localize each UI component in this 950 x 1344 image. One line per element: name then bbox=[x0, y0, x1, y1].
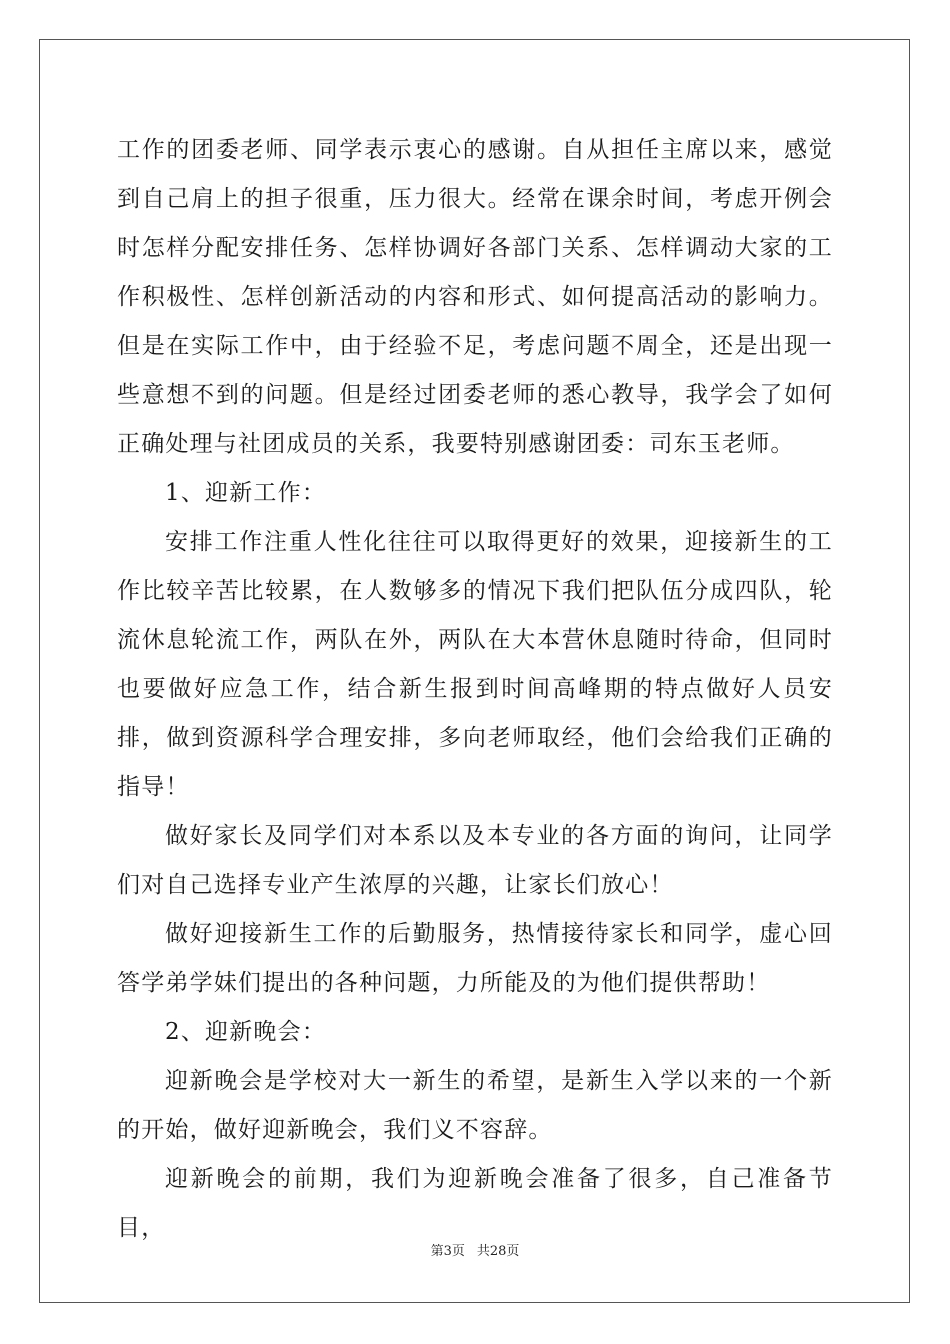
paragraph-3: 安排工作注重人性化往往可以取得更好的效果，迎接新生的工作比较辛苦比较累，在人数够多的情况下我们把队伍分成四队，轮流休息轮流工作，两队在外，两队在大本营休息随时待命，但同时也要做好应急工作，结合新生报到时间高峰期的特点做好人员安排，做到资源科学合理安排，多向老师取经，他们会给我们正确的指导！ bbox=[117, 529, 833, 800]
paragraph-8: 迎新晚会的前期，我们为迎新晚会准备了很多，自己准备节目， bbox=[117, 1166, 833, 1241]
page-footer bbox=[0, 1240, 950, 1259]
section-heading-welcome-work: 1、迎新工作： bbox=[165, 480, 327, 506]
paragraph-5: 做好迎接新生工作的后勤服务，热情接待家长和同学，虚心回答学弟学妹们提出的各种问题，力所能及的为他们提供帮助！ bbox=[117, 921, 833, 996]
section-heading-welcome-party: 2、迎新晚会： bbox=[165, 1019, 327, 1045]
document-body bbox=[117, 126, 833, 1253]
page-total: 共28页 bbox=[476, 1244, 520, 1259]
paragraph-4: 做好家长及同学们对本系以及本专业的各方面的询问，让同学们对自己选择专业产生浓厚的兴趣，让家长们放心！ bbox=[117, 823, 833, 898]
paragraph-7: 迎新晚会是学校对大一新生的希望，是新生入学以来的一个新的开始，做好迎新晚会，我们义不容辞。 bbox=[117, 1068, 833, 1143]
paragraph-1: 工作的团委老师、同学表示衷心的感谢。自从担任主席以来，感觉到自己肩上的担子很重，压力很大。经常在课余时间，考虑开例会时怎样分配安排任务、怎样协调好各部门关系、怎样调动大家的工作积极性、怎样创新活动的内容和形式、如何提高活动的影响力。但是在实际工作中，由于经验不足，考虑问题不周全，还是出现一些意想不到的问题。但是经过团委老师的悉心教导，我学会了如何正确处理与社团成员的关系，我要特别感谢团委：司东玉老师。 bbox=[117, 137, 833, 457]
page-number: 第3页 bbox=[430, 1244, 465, 1259]
